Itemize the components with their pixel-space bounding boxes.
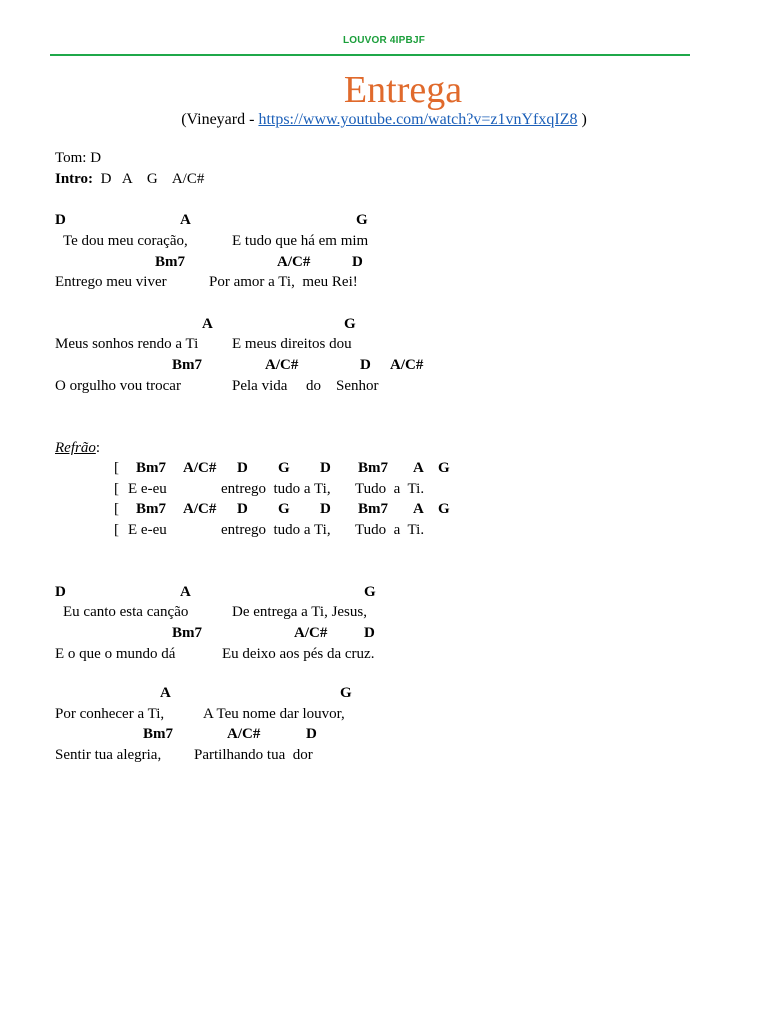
bracket: [ bbox=[114, 522, 119, 538]
lyric: Senhor bbox=[336, 378, 379, 394]
lyric: Por amor a Ti, meu Rei! bbox=[209, 274, 358, 290]
chord: G bbox=[278, 460, 290, 476]
chord: A/C# bbox=[390, 357, 424, 373]
lyric: Meus sonhos rendo a Ti bbox=[55, 336, 199, 352]
chord: Bm7 bbox=[155, 254, 185, 270]
lyric: O orgulho vou trocar bbox=[55, 378, 181, 394]
intro-label: Intro: bbox=[55, 171, 94, 187]
chord: A/C# bbox=[183, 501, 217, 517]
lyric: entrego tudo a Ti, bbox=[221, 481, 331, 497]
chord: Bm7 bbox=[136, 501, 166, 517]
lyric: Tudo a Ti. bbox=[355, 522, 425, 538]
chord: G bbox=[278, 501, 290, 517]
chord: A/C# bbox=[227, 726, 261, 742]
chord: Bm7 bbox=[358, 460, 388, 476]
source-prefix: (Vineyard - bbox=[181, 111, 259, 128]
chord: D bbox=[364, 625, 375, 641]
chord: D bbox=[55, 584, 66, 600]
youtube-link[interactable]: https://www.youtube.com/watch?v=z1vnYfxqIZ8 bbox=[258, 111, 578, 128]
chord: D bbox=[360, 357, 371, 373]
lyric: do bbox=[306, 378, 321, 394]
lyric: E o que o mundo dá bbox=[55, 646, 176, 662]
lyric: Eu deixo aos pés da cruz. bbox=[222, 646, 375, 662]
chord: G bbox=[364, 584, 376, 600]
chord: A/C# bbox=[294, 625, 328, 641]
header-divider bbox=[50, 54, 690, 56]
chord: D bbox=[237, 460, 248, 476]
chord: A bbox=[202, 316, 213, 332]
chord: D bbox=[237, 501, 248, 517]
chord: A bbox=[160, 685, 171, 701]
chord: D bbox=[320, 460, 331, 476]
bracket: [ bbox=[114, 501, 119, 517]
lyric: Pela vida bbox=[232, 378, 288, 394]
chord: Bm7 bbox=[143, 726, 173, 742]
chord: A bbox=[180, 584, 191, 600]
chord: A bbox=[180, 212, 191, 228]
chord: A/C# bbox=[265, 357, 299, 373]
lyric: A Teu nome dar louvor, bbox=[203, 706, 345, 722]
chord: Bm7 bbox=[172, 357, 202, 373]
bracket: [ bbox=[114, 460, 119, 476]
chord: Bm7 bbox=[136, 460, 166, 476]
chord: A bbox=[413, 501, 424, 517]
chord: Bm7 bbox=[172, 625, 202, 641]
chord: A/C# bbox=[277, 254, 311, 270]
lyric: E tudo que há em mim bbox=[232, 233, 369, 249]
lyric: entrego tudo a Ti, bbox=[221, 522, 331, 538]
lyric: Entrego meu viver bbox=[55, 274, 167, 290]
lyric: De entrega a Ti, Jesus, bbox=[232, 604, 367, 620]
lyric: Sentir tua alegria, bbox=[55, 747, 162, 763]
chord: Bm7 bbox=[358, 501, 388, 517]
chord: G bbox=[356, 212, 368, 228]
chord: A bbox=[413, 460, 424, 476]
chord: G bbox=[340, 685, 352, 701]
lyric: Tudo a Ti. bbox=[355, 481, 425, 497]
lyric: Partilhando tua dor bbox=[194, 747, 313, 763]
chord: D bbox=[320, 501, 331, 517]
document-header: LOUVOR 4IPBJF bbox=[342, 35, 426, 46]
chord: G bbox=[438, 501, 450, 517]
chord: G bbox=[438, 460, 450, 476]
chord: D bbox=[55, 212, 66, 228]
song-source bbox=[0, 111, 768, 129]
intro-chords: D A G A/C# bbox=[100, 171, 205, 187]
lyric: E e-eu bbox=[128, 522, 167, 538]
song-title: Entrega bbox=[343, 69, 463, 111]
lyric: Eu canto esta canção bbox=[63, 604, 189, 620]
intro-line bbox=[55, 170, 204, 188]
refrain-colon: : bbox=[95, 440, 100, 456]
lyric: E meus direitos dou bbox=[232, 336, 352, 352]
bracket: [ bbox=[114, 481, 119, 497]
refrain-heading bbox=[55, 439, 100, 457]
chord: D bbox=[306, 726, 317, 742]
lyric: Por conhecer a Ti, bbox=[55, 706, 165, 722]
lyric: Te dou meu coração, bbox=[63, 233, 188, 249]
chord: A/C# bbox=[183, 460, 217, 476]
lyric: E e-eu bbox=[128, 481, 167, 497]
refrain-label: Refrão bbox=[55, 440, 96, 456]
chord: D bbox=[352, 254, 363, 270]
key-line: Tom: D bbox=[55, 150, 102, 166]
chord: G bbox=[344, 316, 356, 332]
source-suffix: ) bbox=[577, 111, 587, 128]
